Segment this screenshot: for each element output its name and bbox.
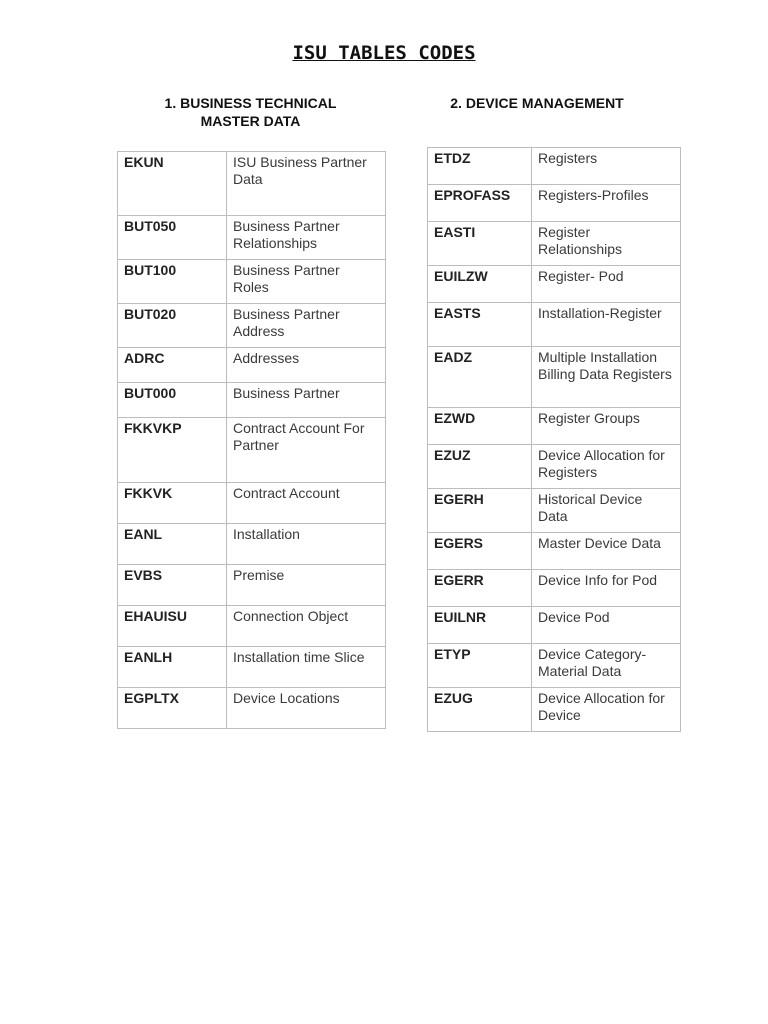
device-management-table [427,147,681,732]
table-description-cell: Multiple Installation Billing Data Registers [532,347,681,408]
table-description-cell: Premise [227,565,386,606]
table-code-cell: BUT050 [118,216,227,260]
table-code-cell: EASTI [428,222,532,266]
table-code-cell: ETYP [428,644,532,688]
table-code-cell: FKKVK [118,483,227,524]
section-heading-device-management [432,94,642,112]
table-code-cell: EUILNR [428,607,532,644]
table-code-cell: EGERS [428,533,532,570]
table-code-cell: EPROFASS [428,185,532,222]
table-row [118,688,386,729]
table-row [118,418,386,483]
table-description-cell: Installation [227,524,386,565]
table-row [118,647,386,688]
table-code-cell: EVBS [118,565,227,606]
table-row [118,348,386,383]
table-code-cell: EZUZ [428,445,532,489]
table-row [118,152,386,216]
table-row [428,688,681,732]
table-description-cell: Registers [532,148,681,185]
table-row [428,644,681,688]
table-row [428,303,681,347]
table-row [428,533,681,570]
table-code-cell: EADZ [428,347,532,408]
table-code-cell: EGPLTX [118,688,227,729]
table-description-cell: Business Partner Relationships [227,216,386,260]
table-description-cell: Historical Device Data [532,489,681,533]
table-description-cell: Register Groups [532,408,681,445]
table-description-cell: Business Partner Address [227,304,386,348]
table-description-cell: Device Locations [227,688,386,729]
table-code-cell: EZWD [428,408,532,445]
table-row [118,483,386,524]
table-code-cell: ETDZ [428,148,532,185]
table-code-cell: EANLH [118,647,227,688]
section-heading-line: 2. DEVICE MANAGEMENT [450,95,624,111]
table-code-cell: BUT100 [118,260,227,304]
table-description-cell: Device Info for Pod [532,570,681,607]
table-code-cell: ADRC [118,348,227,383]
table-row [118,565,386,606]
table-description-cell: Contract Account For Partner [227,418,386,483]
table-description-cell: Master Device Data [532,533,681,570]
table-description-cell: Installation-Register [532,303,681,347]
table-row [118,383,386,418]
section-heading-business-technical [118,94,383,130]
table-row [118,524,386,565]
table-row [428,607,681,644]
table-description-cell: Device Category-Material Data [532,644,681,688]
business-technical-table [117,151,386,729]
table-code-cell: BUT000 [118,383,227,418]
table-row [118,260,386,304]
table-description-cell: Contract Account [227,483,386,524]
table-row [428,148,681,185]
table-row [428,445,681,489]
table-description-cell: Device Allocation for Device [532,688,681,732]
table-code-cell: EGERR [428,570,532,607]
table-description-cell: Register- Pod [532,266,681,303]
table-code-cell: FKKVKP [118,418,227,483]
table-description-cell: ISU Business Partner Data [227,152,386,216]
section-heading-line: MASTER DATA [200,113,301,129]
table-description-cell: Connection Object [227,606,386,647]
table-code-cell: EKUN [118,152,227,216]
table-description-cell: Addresses [227,348,386,383]
table-code-cell: EGERH [428,489,532,533]
table-description-cell: Business Partner [227,383,386,418]
table-description-cell: Device Allocation for Registers [532,445,681,489]
table-description-cell: Installation time Slice [227,647,386,688]
table-row [428,570,681,607]
table-row [118,216,386,260]
table-description-cell: Register Relationships [532,222,681,266]
page-title: ISU TABLES CODES [292,42,476,64]
section-heading-line: 1. BUSINESS TECHNICAL [164,95,337,111]
table-row [118,304,386,348]
table-description-cell: Device Pod [532,607,681,644]
table-row [428,185,681,222]
table-row [428,489,681,533]
table-code-cell: EHAUISU [118,606,227,647]
table-code-cell: EZUG [428,688,532,732]
table-code-cell: BUT020 [118,304,227,348]
table-row [428,347,681,408]
table-row [428,408,681,445]
table-description-cell: Registers-Profiles [532,185,681,222]
table-code-cell: EASTS [428,303,532,347]
table-code-cell: EUILZW [428,266,532,303]
table-code-cell: EANL [118,524,227,565]
table-row [118,606,386,647]
table-row [428,266,681,303]
table-description-cell: Business Partner Roles [227,260,386,304]
table-row [428,222,681,266]
